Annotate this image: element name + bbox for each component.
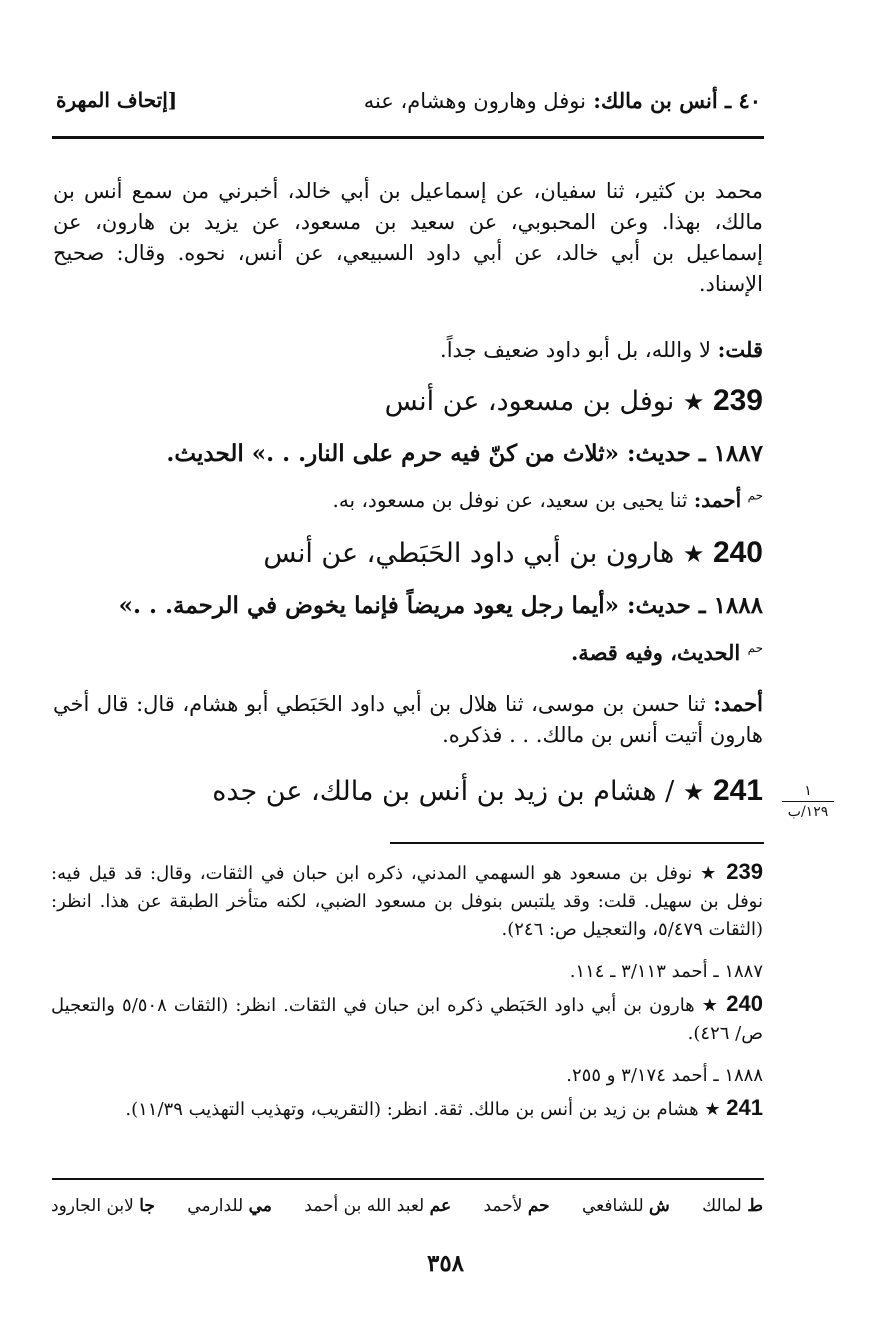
star-icon: ★ <box>682 778 705 806</box>
book-title: [إتحاف المهرة <box>56 88 178 112</box>
footnote-text: هشام بن زيد بن أنس بن مالك. ثقة. انظر: (التقريب، وتهذيب التهذيب ١١/٣٩). <box>125 1099 699 1120</box>
hadith-1888-cont <box>571 640 763 665</box>
source-siglum: حم <box>747 488 763 503</box>
star-icon: ★ <box>701 995 720 1016</box>
abbr-item: جا لابن الجارود <box>51 1196 155 1216</box>
narrator-label: أحمد: <box>693 488 742 512</box>
qultu-label: قلت: <box>717 337 763 362</box>
isnad-paragraph: محمد بن كثير، ثنا سفيان، عن إسماعيل بن أبي خالد، أخبرني من سمع أنس بن مالك، بهذا. وعن المحبوبي، عن سعيد بن مسعود، عن يزيد بن هارون، عن إسماعيل بن أبي خالد، عن أبي داود السبيعي، عن أنس، نحوه. وقال: صحيح الإسناد. <box>53 179 763 296</box>
abbr-item: مي للدارمي <box>187 1196 272 1216</box>
narrator-text: ثنا يحيى بن سعيد، عن نوفل بن مسعود، به. <box>332 488 688 512</box>
abbr-item: ط لمالك <box>702 1196 763 1216</box>
footnote-text: هارون بن أبي داود الحَبَطي ذكره ابن حبان في الثقات. انظر: (الثقات ٥/٥٠٨ والتعجيل ص/ ٤٢٦). <box>51 995 763 1044</box>
narration-1887 <box>332 488 763 512</box>
footnote-241 <box>51 1094 763 1124</box>
hadith-1888 <box>119 592 763 619</box>
abbr-item: عم لعبد الله بن أحمد <box>304 1196 452 1216</box>
entry-number: 241 <box>712 774 763 807</box>
footnote-ref-1888: ١٨٨٨ ـ أحمد ٣/١٧٤ و ٢٥٥. <box>566 1065 763 1086</box>
folio-divider <box>782 801 834 802</box>
hadith-label: حديث: <box>627 592 691 619</box>
entry-name: هارون بن أبي داود الحَبَطي، عن أنس <box>263 538 675 569</box>
entry-heading-241 <box>212 774 763 808</box>
hadith-number: ١٨٨٨ ـ <box>698 592 763 619</box>
hadith-text-continued: الحديث، وفيه قصة. <box>571 640 741 665</box>
hadith-1887 <box>166 440 763 467</box>
entry-name: نوفل بن مسعود، عن أنس <box>384 386 675 417</box>
hadith-label: حديث: <box>627 440 691 467</box>
hadith-number: ١٨٨٧ ـ <box>698 440 763 467</box>
footnote-number: 241 <box>726 1095 763 1120</box>
manuscript-folio-ref <box>776 782 840 821</box>
star-icon: ★ <box>682 388 705 416</box>
star-icon: ★ <box>700 863 719 884</box>
section-title: أنس بن مالك: <box>593 88 718 113</box>
footnote-240 <box>51 990 763 1048</box>
narrator-text: ثنا حسن بن موسى، ثنا هلال بن أبي داود الحَبَطي أبو هشام، قال: قال أخي هارون أتيت أنس بن مالك. . . فذكره. <box>53 692 763 747</box>
abbr-item: ش للشافعي <box>581 1196 670 1216</box>
section-subtitle: نوفل وهارون وهشام، عنه <box>363 89 586 113</box>
narrator-label: أحمد: <box>713 691 763 716</box>
section-number: ٤٠ ـ <box>724 88 761 113</box>
abbr-item: حم لأحمد <box>483 1196 550 1216</box>
star-icon: ★ <box>682 540 705 568</box>
entry-heading-239 <box>385 384 763 418</box>
source-siglum: حم <box>747 641 763 655</box>
qultu-note <box>53 334 763 366</box>
footnote-text: نوفل بن مسعود هو السهمي المدني، ذكره ابن حبان في الثقات، وقال: قد قيل فيه: نوفل بن سهيل. قلت: وقد يلتبس بنوفل بن مسعود الضبي، لكنه متأخر الطبقة عن هذا. انظر: (الثقات ٥/٤٧٩، والتعجيل ص: ٢٤٦). <box>51 863 763 940</box>
qultu-text: لا والله، بل أبو داود ضعيف جداً. <box>440 338 711 362</box>
entry-heading-240 <box>263 536 763 570</box>
abbreviations-key <box>51 1196 763 1216</box>
hadith-text: «ثلاث من كنّ فيه حرم على النار. . .» الحديث. <box>166 440 620 467</box>
narration-1888 <box>53 688 763 751</box>
abbreviations-rule <box>52 1178 764 1180</box>
footnote-ref-1887: ١٨٨٧ ـ أحمد ٣/١١٣ ـ ١١٤. <box>569 961 763 982</box>
footnote-number: 239 <box>726 859 763 884</box>
entry-name: / هشام بن زيد بن أنس بن مالك، عن جده <box>212 776 675 807</box>
star-icon: ★ <box>704 1099 721 1120</box>
footnote-rule <box>390 842 764 844</box>
entry-number: 240 <box>712 536 763 569</box>
footnote-number: 240 <box>726 991 763 1016</box>
folio-bottom: ١٢٩/ب <box>787 804 829 820</box>
hadith-text: «أيما رجل يعود مريضاً فإنما يخوض في الرحمة. . .» <box>118 592 620 619</box>
running-header <box>364 88 761 113</box>
page-number: ٣٥٨ <box>426 1250 465 1277</box>
header-rule <box>52 136 764 139</box>
entry-number: 239 <box>712 384 763 417</box>
folio-top: ١ <box>804 783 812 799</box>
footnote-239 <box>51 858 763 944</box>
